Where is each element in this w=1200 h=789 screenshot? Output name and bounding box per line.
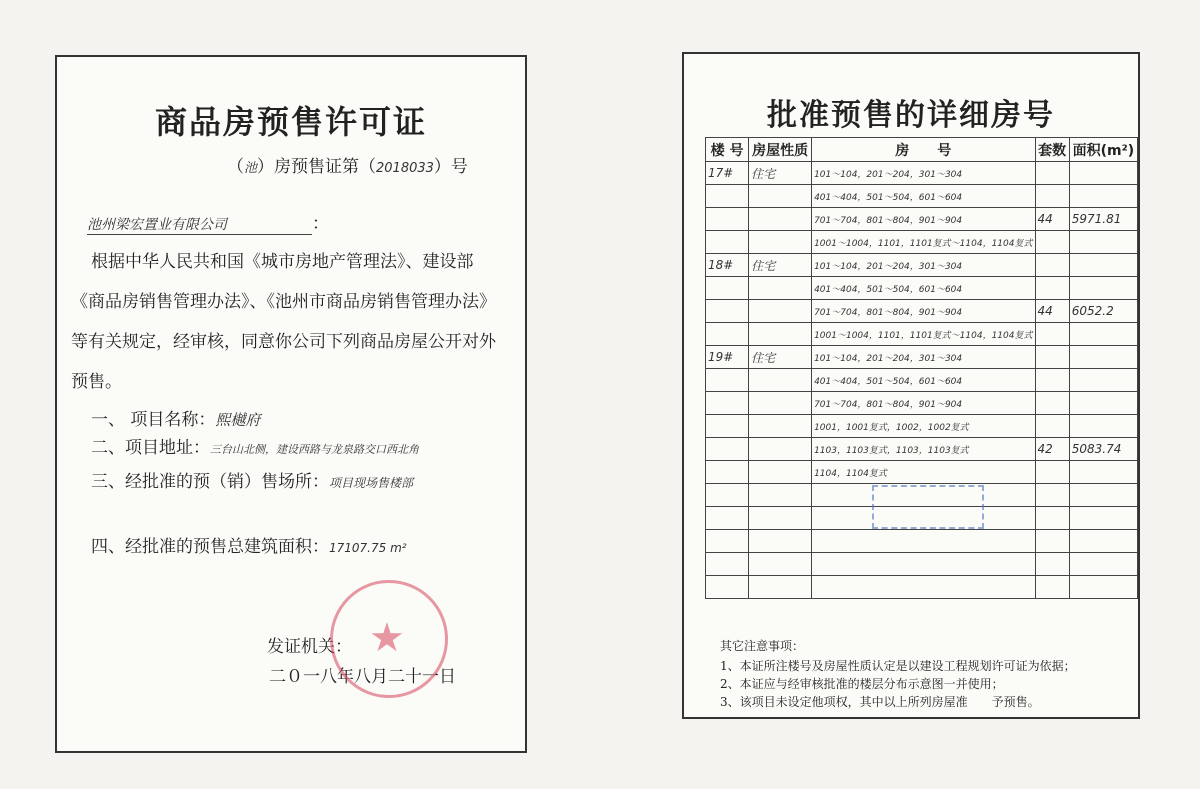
table-row: [706, 208, 1138, 231]
table-cell: [1069, 277, 1137, 300]
table-cell: [1035, 277, 1069, 300]
blue-stamp-icon: [872, 485, 984, 529]
table-cell: [1035, 162, 1069, 185]
table-cell: [749, 438, 812, 461]
cert-city: 池: [244, 161, 258, 176]
table-cell: [1035, 254, 1069, 277]
issuer-label: 发证机关：: [267, 637, 352, 657]
table-cell: [1035, 530, 1069, 553]
table-cell: [706, 530, 749, 553]
notes-title: 其它注意事项：: [720, 639, 805, 653]
table-cell: 1001～1004，1101，1101复式～1104，1104复式: [812, 323, 1035, 346]
table-cell: [706, 208, 749, 231]
room-detail-sheet: [682, 52, 1140, 719]
table-cell: [749, 300, 812, 323]
table-cell: [706, 277, 749, 300]
permit-title: 商品房预售许可证: [154, 103, 427, 141]
table-cell: [749, 369, 812, 392]
table-cell: [706, 300, 749, 323]
official-seal-icon: ★: [330, 580, 448, 698]
header-building: 楼 号: [706, 138, 749, 162]
table-cell: 44: [1035, 300, 1069, 323]
table-row: [706, 415, 1138, 438]
table-cell: 401～404，501～504，601～604: [812, 185, 1035, 208]
table-row: [706, 323, 1138, 346]
table-cell: [706, 231, 749, 254]
body-line-4: 预售。: [71, 372, 122, 392]
table-cell: [706, 507, 749, 530]
table-cell: 1104，1104复式: [812, 461, 1035, 484]
table-cell: [706, 438, 749, 461]
table-cell: 5083.74: [1069, 438, 1137, 461]
cert-number: 2018033: [376, 161, 434, 176]
table-cell: [1035, 323, 1069, 346]
table-cell: [1035, 507, 1069, 530]
table-cell: 19#: [706, 346, 749, 369]
table-row: [706, 461, 1138, 484]
table-cell: 101～104，201～204，301～304: [812, 254, 1035, 277]
room-table: [705, 137, 1138, 599]
table-cell: [749, 208, 812, 231]
company-name: 池州梁宏置业有限公司: [87, 214, 312, 235]
table-cell: 17#: [706, 162, 749, 185]
table-cell: [749, 507, 812, 530]
table-cell: [1035, 346, 1069, 369]
table-cell: [812, 530, 1035, 553]
table-row: [706, 231, 1138, 254]
table-cell: [1035, 461, 1069, 484]
table-cell: [1069, 553, 1137, 576]
table-row: [706, 277, 1138, 300]
table-cell: 101～104，201～204，301～304: [812, 346, 1035, 369]
table-cell: [1069, 392, 1137, 415]
item-project-name: 一、 项目名称：熙樾府: [91, 410, 261, 430]
table-cell: [1035, 484, 1069, 507]
table-row: [706, 254, 1138, 277]
table-cell: [1069, 231, 1137, 254]
table-cell: [1035, 415, 1069, 438]
table-cell: [1069, 185, 1137, 208]
presale-permit-sheet: [55, 55, 527, 753]
table-cell: [749, 484, 812, 507]
note-1: 1、本证所注楼号及房屋性质认定是以建设工程规划许可证为依据；: [720, 659, 1076, 673]
detail-title: 批准预售的详细房号: [767, 98, 1055, 133]
header-property-type: 房屋性质: [749, 138, 812, 162]
table-cell: [706, 323, 749, 346]
table-cell: [1069, 254, 1137, 277]
table-cell: [1035, 231, 1069, 254]
table-cell: [1069, 415, 1137, 438]
header-unit-count: 套数: [1035, 138, 1069, 162]
table-cell: [1069, 162, 1137, 185]
table-cell: 101～104，201～204，301～304: [812, 162, 1035, 185]
table-cell: [1035, 392, 1069, 415]
table-row: [706, 553, 1138, 576]
table-cell: [1069, 484, 1137, 507]
note-3: 3、该项目未设定他项权，其中以上所列房屋准 予预售。: [720, 695, 1040, 709]
table-cell: 401～404，501～504，601～604: [812, 369, 1035, 392]
table-row: [706, 392, 1138, 415]
table-cell: 1001，1001复式，1002，1002复式: [812, 415, 1035, 438]
table-header-row: [706, 138, 1138, 162]
table-cell: [749, 530, 812, 553]
table-cell: [749, 461, 812, 484]
certificate-number-line: （池）房预售证第（2018033）号: [227, 157, 468, 177]
table-cell: [706, 484, 749, 507]
table-cell: [1035, 369, 1069, 392]
body-line-3: 等有关规定，经审核，同意你公司下列商品房屋公开对外: [71, 332, 496, 352]
table-cell: 701～704，801～804，901～904: [812, 208, 1035, 231]
table-cell: [1069, 323, 1137, 346]
table-cell: 5971.81: [1069, 208, 1137, 231]
issue-date: 二０一八年八月二十一日: [269, 667, 456, 687]
body-line-1: 根据中华人民共和国《城市房地产管理法》、建设部: [91, 252, 474, 272]
table-row: [706, 346, 1138, 369]
table-cell: [1035, 576, 1069, 599]
item-total-area: 四、经批准的预售总建筑面积：17107.75 m²: [91, 537, 407, 557]
table-cell: 1001～1004，1101，1101复式～1104，1104复式: [812, 231, 1035, 254]
header-area: 面积(m²): [1069, 138, 1137, 162]
company-line: 池州梁宏置业有限公司 ：: [87, 214, 329, 234]
table-cell: 42: [1035, 438, 1069, 461]
table-cell: 1103，1103复式，1103，1103复式: [812, 438, 1035, 461]
note-2: 2、本证应与经审核批准的楼层分布示意图一并使用；: [720, 677, 1004, 691]
table-cell: 401～404，501～504，601～604: [812, 277, 1035, 300]
table-cell: [749, 277, 812, 300]
table-cell: [706, 185, 749, 208]
table-cell: 6052.2: [1069, 300, 1137, 323]
body-line-2: 《商品房销售管理办法》、《池州市商品房销售管理办法》: [71, 292, 496, 312]
table-row: [706, 576, 1138, 599]
table-cell: 住宅: [749, 254, 812, 277]
table-cell: [1069, 507, 1137, 530]
table-row: [706, 438, 1138, 461]
table-cell: 住宅: [749, 162, 812, 185]
table-cell: [706, 415, 749, 438]
table-cell: 701～704，801～804，901～904: [812, 392, 1035, 415]
table-row: [706, 162, 1138, 185]
table-cell: [706, 553, 749, 576]
table-cell: [1069, 530, 1137, 553]
table-cell: [749, 415, 812, 438]
table-row: [706, 369, 1138, 392]
table-cell: 18#: [706, 254, 749, 277]
table-cell: [1069, 576, 1137, 599]
table-cell: [1035, 553, 1069, 576]
table-cell: [749, 576, 812, 599]
table-cell: [1069, 369, 1137, 392]
table-cell: [1069, 461, 1137, 484]
table-cell: [706, 461, 749, 484]
table-cell: [706, 369, 749, 392]
table-row: [706, 185, 1138, 208]
table-cell: [749, 392, 812, 415]
table-cell: [749, 323, 812, 346]
table-cell: [749, 185, 812, 208]
item-sales-office: 三、经批准的预（销）售场所：项目现场售楼部: [91, 472, 414, 492]
table-cell: [812, 553, 1035, 576]
table-row: [706, 530, 1138, 553]
table-row: [706, 300, 1138, 323]
table-cell: 44: [1035, 208, 1069, 231]
table-cell: [1035, 185, 1069, 208]
header-room-numbers: 房 号: [812, 138, 1035, 162]
table-cell: 701～704，801～804，901～904: [812, 300, 1035, 323]
table-cell: [1069, 346, 1137, 369]
table-cell: [706, 392, 749, 415]
table-cell: [749, 231, 812, 254]
table-cell: [749, 553, 812, 576]
table-cell: [706, 576, 749, 599]
table-cell: 住宅: [749, 346, 812, 369]
item-project-address: 二、项目地址：三台山北侧，建设西路与龙泉路交口西北角: [91, 438, 419, 458]
table-cell: [812, 576, 1035, 599]
